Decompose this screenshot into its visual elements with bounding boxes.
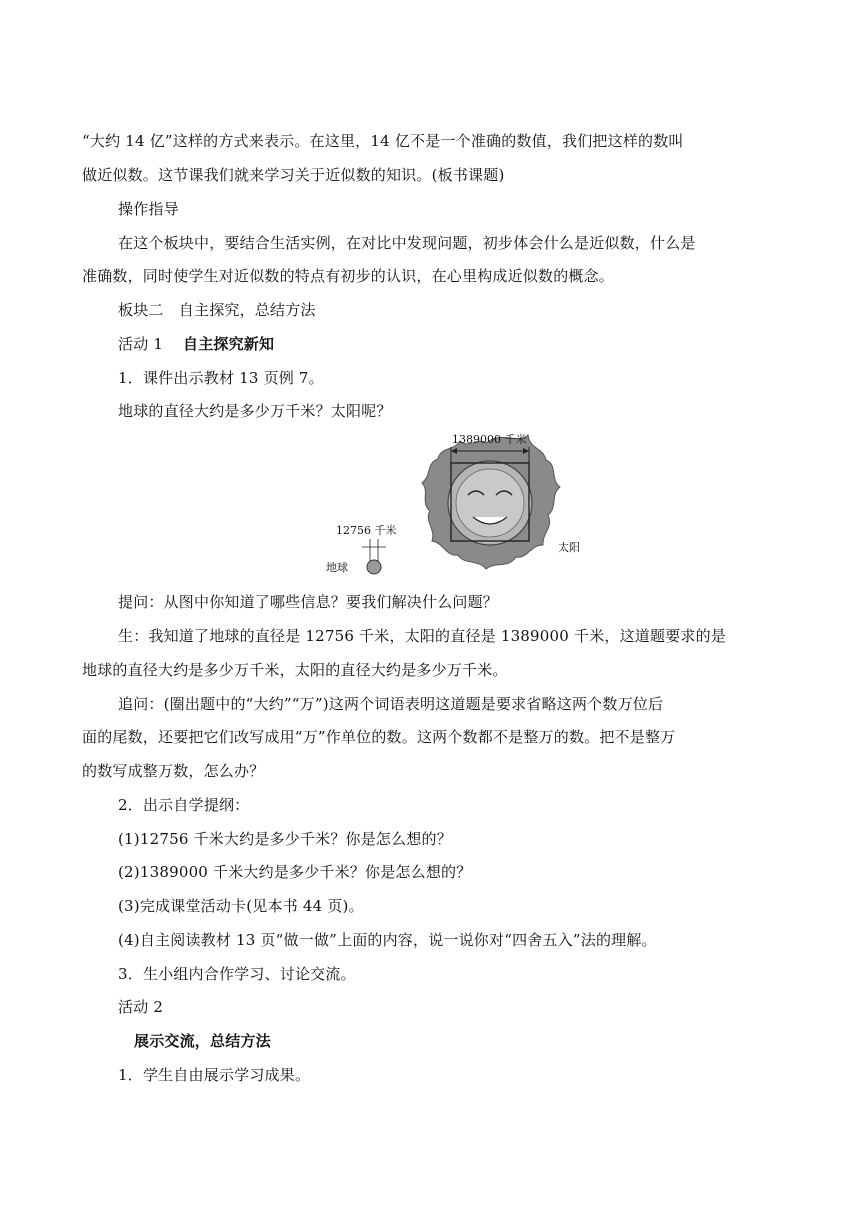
activity-title: 自主探究新知 (183, 335, 275, 353)
paragraph-line: 2．出示自学提纲： (118, 796, 250, 814)
list-item: (4)自主阅读教材 13 页“做一做”上面的内容，说一说你对“四舍五入”法的理解。 (118, 931, 657, 949)
section-heading: 板块二 自主探究，总结方法 (118, 301, 316, 319)
question-line: 地球的直径大约是多少万千米？太阳呢？ (118, 402, 392, 420)
sun-label: 太阳 (558, 541, 580, 554)
list-item: (3)完成课堂活动卡(见本书 44 页)。 (118, 897, 364, 915)
paragraph-line: 做近似数。这节课我们就来学习关于近似数的知识。(板书课题) (82, 166, 505, 184)
paragraph-line: 1．课件出示教材 13 页例 7。 (118, 369, 324, 387)
paragraph-line: 1．学生自由展示学习成果。 (118, 1066, 311, 1084)
list-item: (2)1389000 千米大约是多少千米？你是怎么想的？ (118, 863, 472, 881)
section-heading: 操作指导 (118, 200, 179, 218)
paragraph-line: 在这个板块中，要结合生活实例，在对比中发现问题，初步体会什么是近似数，什么是 (118, 234, 696, 252)
paragraph-line: 生：我知道了地球的直径是 12756 千米，太阳的直径是 1389000 千米，这道题要求的是 (118, 627, 726, 645)
paragraph-line: 提问：从图中你知道了哪些信息？要我们解决什么问题？ (118, 593, 499, 611)
sun-diameter-label: 1389000 千米 (452, 433, 527, 446)
earth-label: 地球 (326, 561, 348, 574)
earth-diameter-label: 12756 千米 (336, 524, 397, 537)
earth-sun-figure (318, 425, 580, 577)
paragraph-line: “大约 14 亿”这样的方式来表示。在这里，14 亿不是一个准确的数值，我们把这样的数叫 (82, 132, 684, 150)
activity-label: 活动 1 (118, 335, 164, 353)
activity-label: 活动 2 (118, 998, 164, 1016)
paragraph-line: 地球的直径大约是多少万千米，太阳的直径大约是多少万千米。 (82, 661, 508, 679)
paragraph-line: 面的尾数，还要把它们改写成用“万”作单位的数。这两个数都不是整万的数。把不是整万 (82, 728, 676, 746)
paragraph-line: 3．生小组内合作学习、讨论交流。 (118, 965, 356, 983)
paragraph-line: 的数写成整万数，怎么办？ (82, 762, 265, 780)
paragraph-line: 追问：(圈出题中的“大约”“万”)这两个词语表明这道题是要求省略这两个数万位后 (118, 695, 664, 713)
activity-title: 展示交流，总结方法 (134, 1032, 271, 1050)
list-item: (1)12756 千米大约是多少千米？你是怎么想的？ (118, 830, 452, 848)
paragraph-line: 准确数，同时使学生对近似数的特点有初步的认识，在心里构成近似数的概念。 (82, 267, 615, 285)
